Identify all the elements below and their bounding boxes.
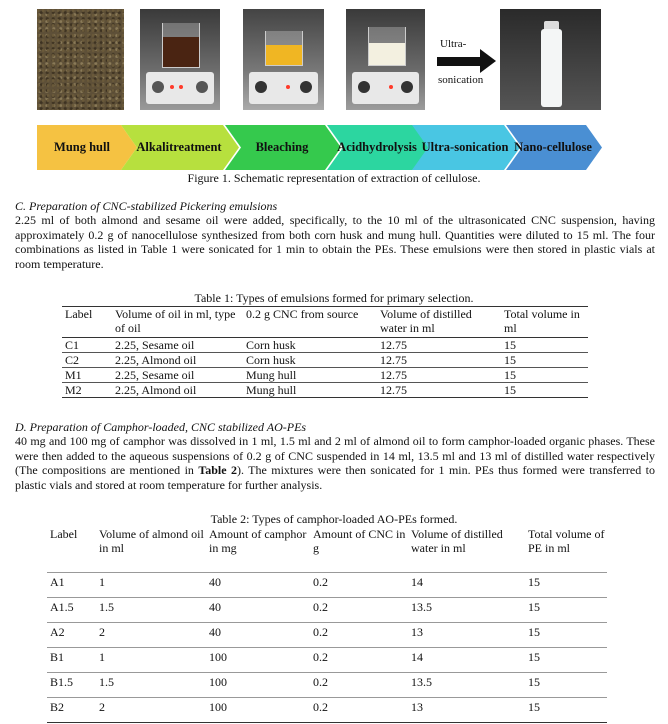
table-cell: 15 [501,353,588,368]
table-1-caption: Table 1: Types of emulsions formed for primary selection. [194,291,474,305]
alkali-treatment-photo [140,9,220,110]
section-c-title: C. Preparation of CNC-stabilized Pickering emulsions [15,199,278,213]
process-step-5 [412,125,520,170]
table-cell: 15 [525,698,607,723]
process-step-label: Acid hydrolysis [337,140,417,154]
process-step-label: Ultra- sonication [421,140,509,154]
table-2-header-cell: Amount of camphor in mg [206,527,310,573]
table-1-header-cell: Total volume in ml [501,307,588,338]
table-2-caption: Table 2: Types of camphor-loaded AO-PEs formed. [210,512,458,526]
arrow-label-top: Ultra- [440,38,467,50]
table-cell: 14 [408,648,525,673]
table-cell: 15 [525,598,607,623]
table-cell: 40 [206,573,310,598]
process-step-6 [506,125,602,170]
table-cell: 14 [408,573,525,598]
table-row [62,338,588,353]
table-row [47,623,607,648]
table-cell: 100 [206,698,310,723]
table-cell: 1.5 [96,598,206,623]
arrow-label-bottom: sonication [438,74,484,86]
table-cell: 2.25, Sesame oil [112,338,243,353]
table-cell: 2 [96,698,206,723]
section-d-paragraph [15,434,655,492]
table-cell: Corn husk [243,353,377,368]
section-d-text-before: 40 mg and 100 mg of camphor was dissolved in 1 ml, 1.5 ml and 2 ml of almond oil to form camphor-loaded organic phases. These were then added to the aqueous suspensions of 0.2 g of CNC suspended in 14 ml, 13.5 ml and 13 ml of distilled water respectively (The compositions are mentioned in [15,434,655,477]
table-cell: 15 [504,383,516,397]
table-row [62,383,588,398]
table-cell: 2.25, Almond oil [112,353,243,368]
table-cell: 15 [501,368,588,383]
table-cell: M2 [65,383,82,397]
table-cell: 13 [408,623,525,648]
table-cell: A2 [47,623,96,648]
table-cell: 0.2 [310,698,408,723]
table-1-header-cell: 0.2 g CNC from source [243,307,377,338]
table-2 [47,527,607,723]
table-2-header-cell: Volume of almond oil in ml [96,527,206,573]
table-cell: 0.2 [310,673,408,698]
table-cell: A1 [47,573,96,598]
figure-caption: Figure 1. Schematic representation of extraction of cellulose. [187,171,481,185]
process-step-label: Alkali treatment [136,140,222,154]
table-cell: 2 [96,623,206,648]
table-cell: C1 [62,338,112,353]
table-cell: B1 [47,648,96,673]
table-1-header-cell: Label [62,307,112,338]
table-cell: 15 [525,573,607,598]
table-cell: 13 [408,698,525,723]
table-cell: 1 [96,573,206,598]
table-cell: 100 [206,648,310,673]
table-cell: 15 [525,648,607,673]
mung-hull-photo [37,9,124,110]
table-cell: 0.2 [310,623,408,648]
table-cell: 0.2 [310,598,408,623]
table-cell: 100 [206,673,310,698]
arrow-shaft [437,57,482,66]
table-cell: Mung hull [246,383,297,397]
table-cell: 12.75 [380,383,407,397]
table-cell: A1.5 [47,598,96,623]
section-c-paragraph: 2.25 ml of both almond and sesame oil were added, specifically, to the 10 ml of the ultrasonicated CNC suspension, having approximately 0.2 g of nanocellulose synthesized from both corn husk and mung hull. Quantities were diluted to 15 ml. The four combinations as listed in Table 1 were sonicated for 1 min to obtain the PEs. These emulsions were then stored in plastic vials at room temperature. [15,213,655,271]
process-step-2 [121,125,239,170]
table-cell: B2 [47,698,96,723]
table-cell: 2.25, Sesame oil [112,368,243,383]
table-row [47,598,607,623]
table-cell: Corn husk [243,338,377,353]
table-cell: 1 [96,648,206,673]
process-step-label: Mung hull [54,140,110,154]
table-2-header-row [47,527,607,573]
table-row [62,368,588,383]
table-cell: 15 [525,623,607,648]
section-d-text-after: ). The mixtures were then sonicated for 1 min. PEs thus formed were transferred to plastic vials and stored at room temperature for further analysis. [15,463,655,492]
table-2-header-cell: Total volume of PE in ml [525,527,607,573]
table-cell: B1.5 [47,673,96,698]
table-row [47,573,607,598]
table-cell: 40 [206,623,310,648]
table-1-header-cell: Volume of oil in ml, type of oil [112,307,243,338]
table-row [47,648,607,673]
table-row [47,673,607,698]
right-arrow-icon [480,49,496,73]
bleaching-photo [243,9,324,110]
table-cell: M1 [62,368,112,383]
table-1 [62,306,588,398]
table-cell: 40 [206,598,310,623]
acid-hydrolysis-photo [346,9,425,110]
table-1-header-row [62,307,588,338]
table-cell: 15 [525,673,607,698]
table-cell: 0.2 [310,648,408,673]
table-cell: 12.75 [377,353,501,368]
table-cell: 12.75 [377,338,501,353]
table-1-header-cell: Volume of distilled water in ml [377,307,501,338]
nanocellulose-vial-photo [500,9,601,110]
section-d-title: D. Preparation of Camphor-loaded, CNC stabilized AO-PEs [15,420,307,434]
table-cell: 0.2 [310,573,408,598]
table-cell: 13.5 [408,598,525,623]
table-cell: 15 [501,338,588,353]
table-row [47,698,607,723]
table-2-reference: Table 2 [198,463,237,477]
table-cell: 2.25, Almond oil [115,383,197,397]
table-cell: C2 [62,353,112,368]
table-2-header-cell: Amount of CNC in g [310,527,408,573]
process-step-label: Bleaching [255,140,309,154]
table-2-header-cell: Label [47,527,96,573]
table-2-header-cell: Volume of distilled water in ml [408,527,525,573]
table-cell: 12.75 [377,368,501,383]
table-row [62,353,588,368]
table-cell: 1.5 [96,673,206,698]
table-cell: Mung hull [243,368,377,383]
process-step-label: Nano- cellulose [514,140,592,154]
process-step-3 [225,125,341,170]
table-cell: 13.5 [408,673,525,698]
